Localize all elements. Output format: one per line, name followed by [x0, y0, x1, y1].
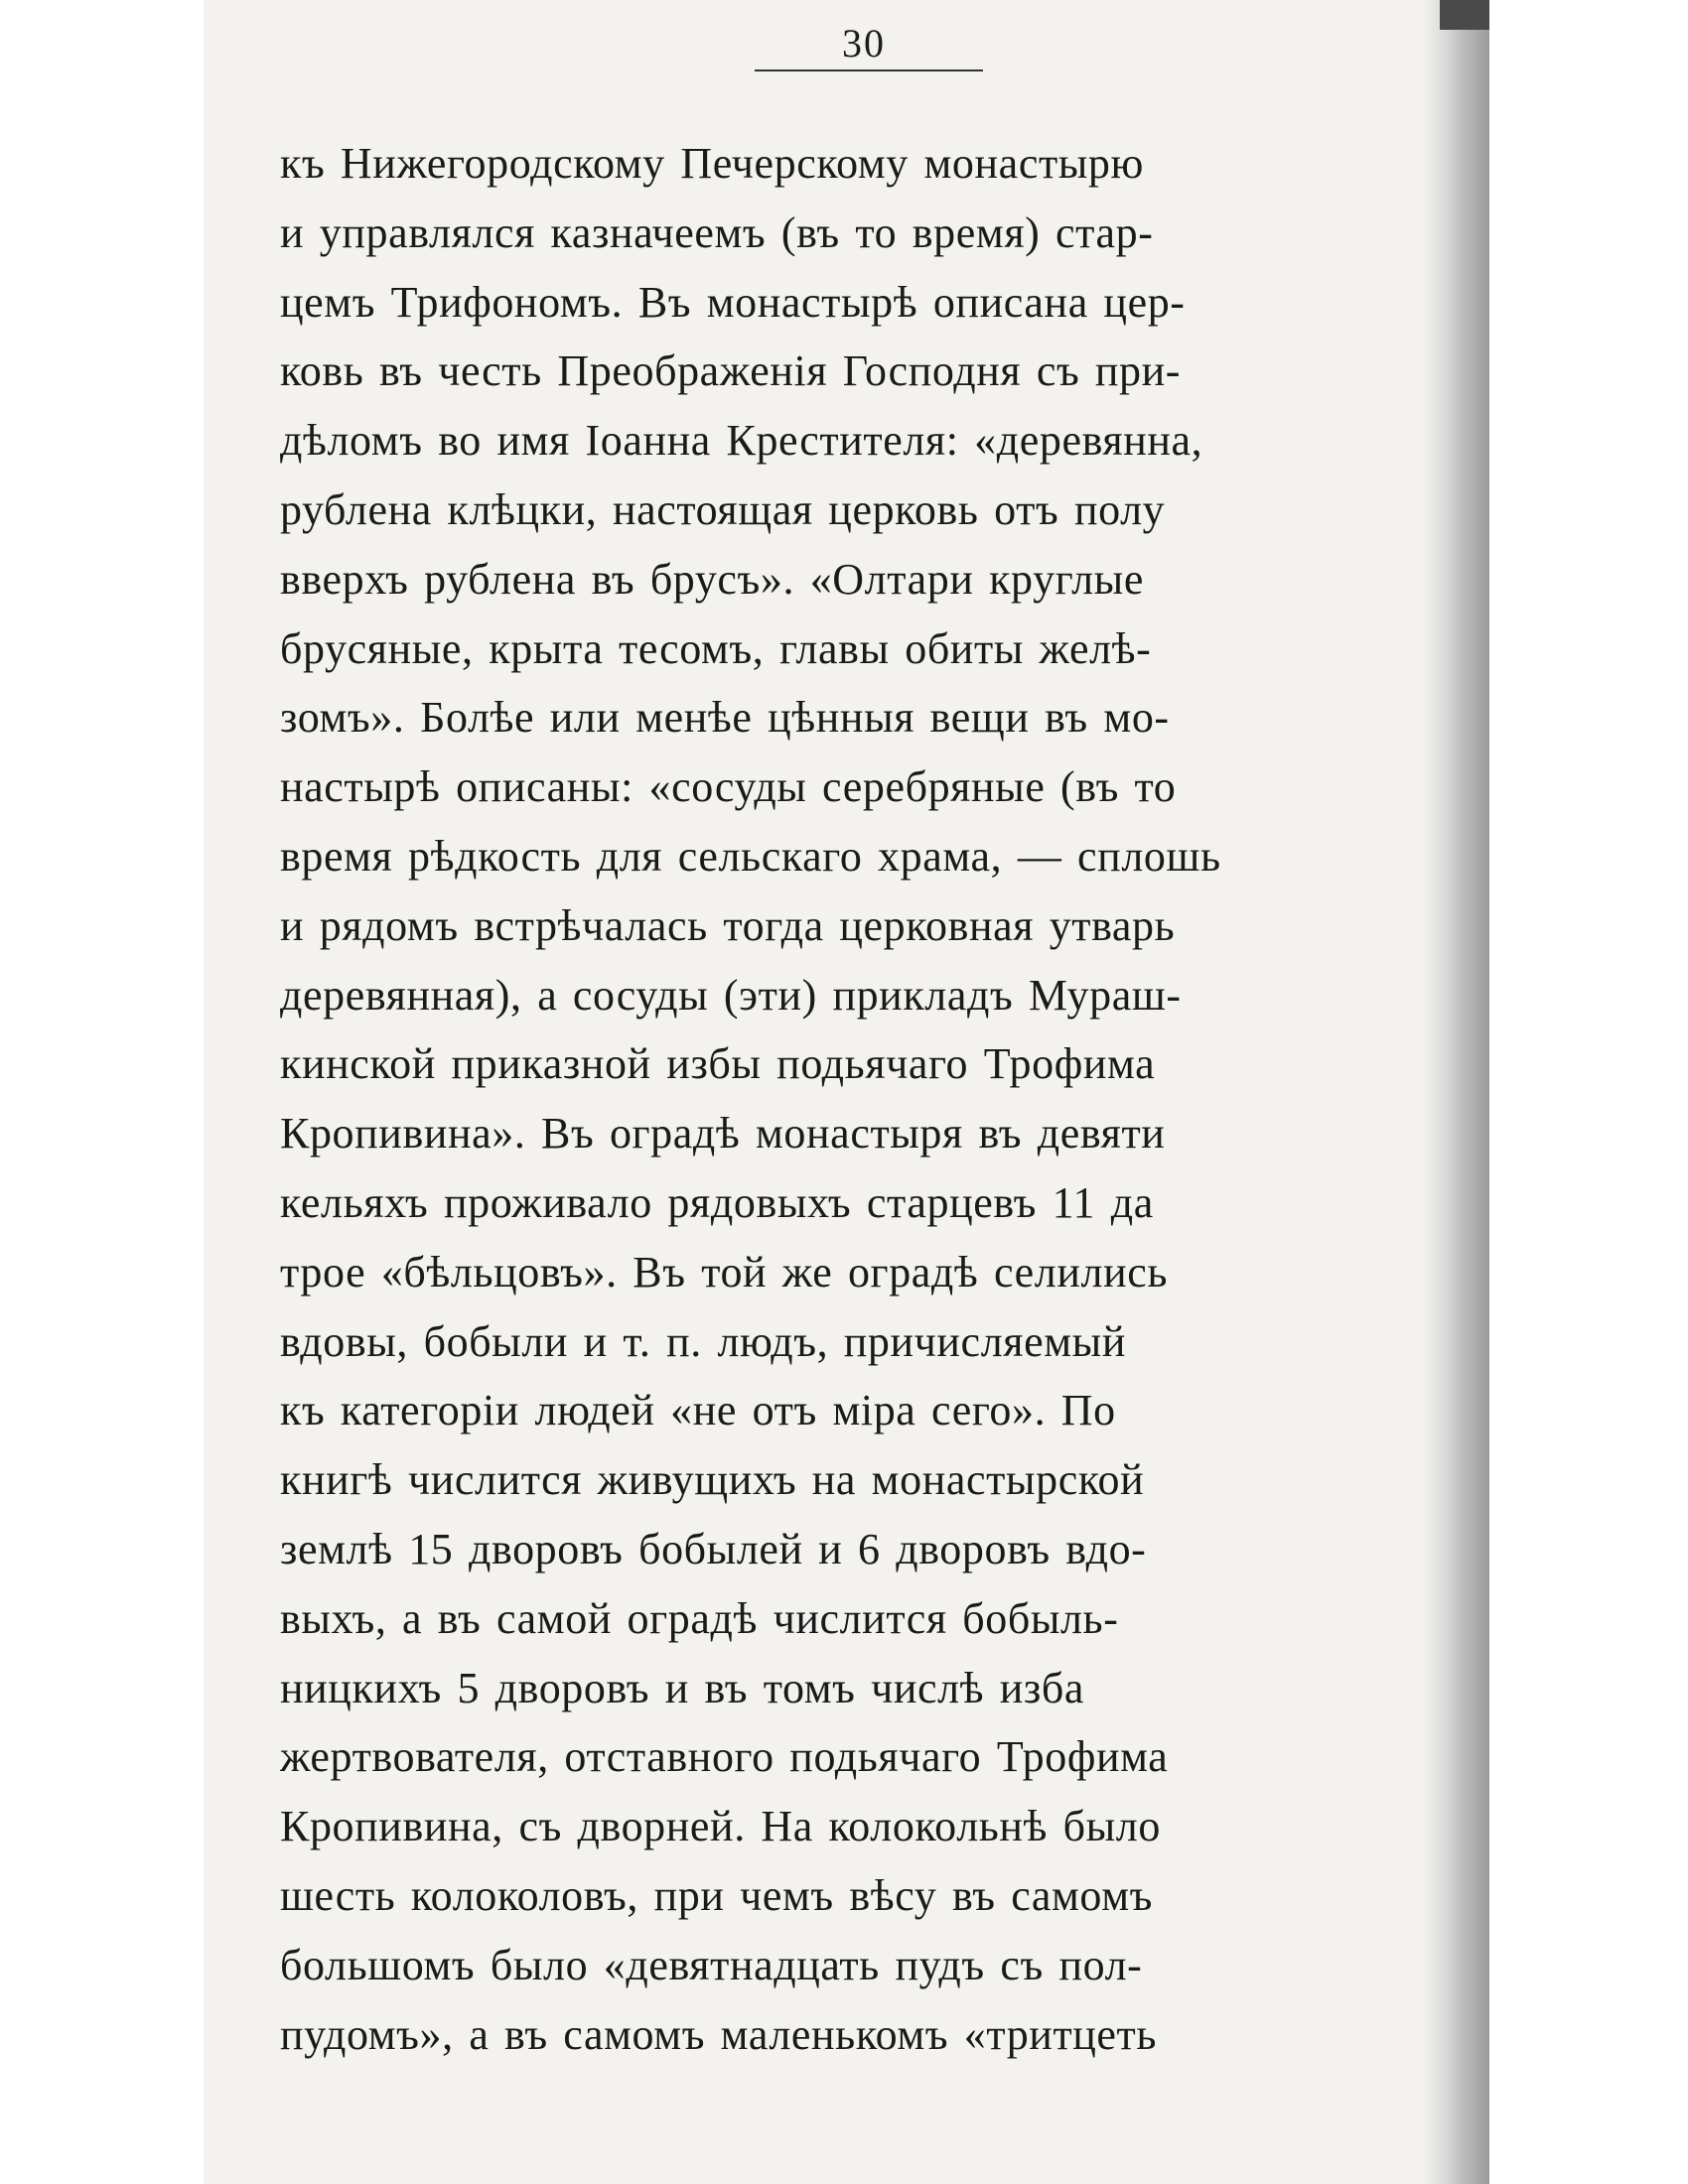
body-text	[280, 129, 1452, 2069]
text-line: зомъ». Болѣе или менѣе цѣнныя вещи въ мо-	[280, 693, 1170, 743]
text-line: Кропивина». Въ оградѣ монастыря въ девяти	[280, 1109, 1166, 1159]
text-line: вдовы, бобыли и т. п. людъ, причисляемый	[280, 1316, 1126, 1366]
text-line: пудомъ», а въ самомъ маленькомъ «тритцеть	[280, 2009, 1158, 2059]
text-line: трое «бѣльцовъ». Въ той же оградѣ селились	[280, 1247, 1169, 1297]
page-number: 30	[842, 21, 886, 66]
text-line: ницкихъ 5 дворовъ и въ томъ числѣ изба	[280, 1663, 1085, 1712]
text-line: Кропивина, съ дворней. На колокольнѣ было	[280, 1802, 1161, 1851]
text-line: къ категоріи людей «не отъ міра сего». По	[280, 1386, 1116, 1435]
text-line: рублена клѣцки, настоящая церковь отъ полу	[280, 484, 1166, 534]
text-line: кельяхъ проживало рядовыхъ старцевъ 11 да	[280, 1177, 1154, 1227]
text-line: къ Нижегородскому Печерскому монастырю	[280, 139, 1145, 188]
page-number-rule	[755, 69, 983, 71]
text-line: цемъ Трифономъ. Въ монастырѣ описана цер-	[280, 277, 1186, 327]
text-line: выхъ, а въ самой оградѣ числится бобыль-	[280, 1593, 1119, 1643]
text-line: землѣ 15 дворовъ бобылей и 6 дворовъ вдо-	[280, 1524, 1147, 1573]
text-line: настырѣ описаны: «сосуды серебряные (въ то	[280, 762, 1177, 812]
text-line: брусяные, крыта тесомъ, главы обиты желѣ-	[280, 623, 1152, 673]
text-line: большомъ было «девятнадцать пудъ съ пол-	[280, 1940, 1143, 1989]
text-line: и управлялся казначеемъ (въ то время) стар-	[280, 207, 1154, 257]
text-line: деревянная), а сосуды (эти) прикладъ Мураш-	[280, 970, 1182, 1020]
text-line: шесть колоколовъ, при чемъ вѣсу въ самомъ	[280, 1870, 1153, 1920]
text-line: и рядомъ встрѣчалась тогда церковная утварь	[280, 900, 1176, 950]
text-line: жертвователя, отставного подьячаго Трофима	[280, 1732, 1169, 1782]
text-line: дѣломъ во имя Іоанна Крестителя: «деревянна,	[280, 416, 1203, 466]
text-line: время рѣдкость для сельскаго храма, — сплошь	[280, 831, 1221, 881]
text-line: ковь въ честь Преображенія Господня съ при-	[280, 346, 1182, 396]
text-line: книгѣ числится живущихъ на монастырской	[280, 1455, 1145, 1505]
text-line: вверхъ рублена въ брусъ». «Олтари круглые	[280, 554, 1144, 604]
text-line: кинской приказной избы подьячаго Трофима	[280, 1039, 1156, 1089]
scan-corner-shadow	[1440, 0, 1489, 30]
